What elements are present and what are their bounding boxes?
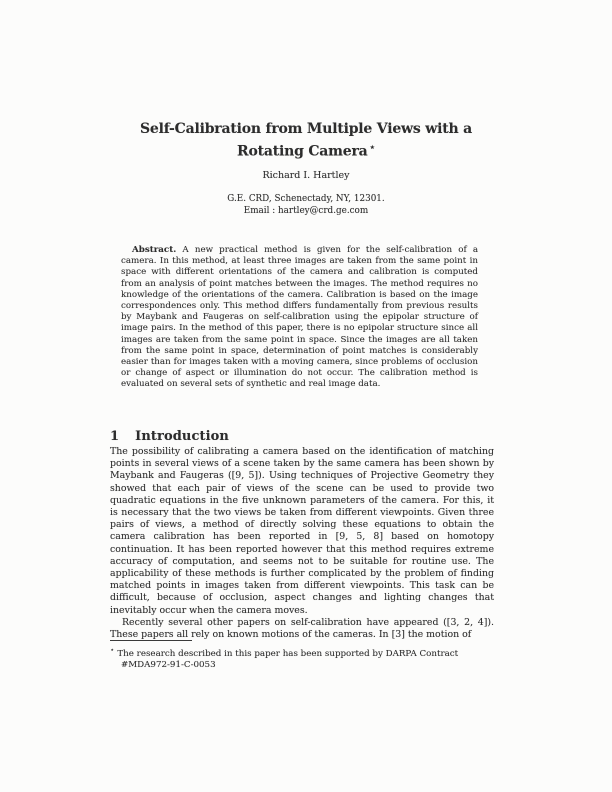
abstract-label: Abstract. bbox=[132, 245, 177, 255]
abstract-text: A new practical method is given for the self-calibration of a camera. In this method, at least three images are taken from the same point in space with different orientations of the camera and calibration is computed from an analysis of point matches between the images. The method requires no knowledge of the orientations of the camera. Calibration is based on the image correspondences only. This method differs fundamentally from previous results by Maybank and Faugeras on self-calibration using the epipolar structure of image pairs. In the method of this paper, there is no epipolar structure since all images are taken from the same point in space. Since the images are all taken from the same point in space, determination of point matches is considerably easier than for images taken with a moving camera, since problems of occlusion or change of aspect or illumination do not occur. The calibration method is evaluated on several sets of synthetic and real image data. bbox=[121, 245, 478, 390]
paper-title-line1: Self-Calibration from Multiple Views with a bbox=[139, 121, 473, 138]
section-title: Introduction bbox=[135, 428, 229, 444]
email-line: Email : hartley@crd.ge.com bbox=[243, 206, 369, 216]
abstract-block bbox=[121, 245, 478, 391]
intro-paragraph-2: Recently several other papers on self-calibration have appeared ([3, 2, 4]). These papers all rely on known motions of the cameras. In [3] the motion of bbox=[110, 616, 494, 641]
author-name: Richard I. Hartley bbox=[262, 170, 350, 181]
intro-paragraph-1: The possibility of calibrating a camera based on the identification of matching points in several views of a scene taken by the same camera has been shown by Maybank and Faugeras ([9, 5]). Using techniques of Projective Geometry they showed that each pair of views of the scene can be used to provide two quadratic equations in the five unknown parameters of the camera. For this, it is necessary that the two views be taken from different viewpoints. Given three pairs of views, a method of directly solving these equations to obtain the camera calibration has been reported in [9, 5, 8] based on homotopy continuation. It has been reported however that this method requires extreme accuracy of computation, and seems not to be suitable for routine use. The applicability of these methods is further complicated by the problem of finding matched points in images taken from different viewpoints. This task can be difficult, because of occlusion, aspect changes and lighting changes that inevitably occur when the camera moves. bbox=[110, 446, 494, 616]
title-star-icon: ⋆ bbox=[369, 143, 375, 154]
footnote-block bbox=[110, 645, 496, 671]
footnote-rule bbox=[110, 640, 192, 641]
section-heading bbox=[110, 429, 229, 444]
section-number: 1 bbox=[110, 428, 120, 444]
paper-title bbox=[0, 120, 612, 162]
paper-title-line2: Rotating Camera bbox=[237, 144, 368, 161]
footnote-line2: #MDA972-91-C-0053 bbox=[121, 660, 216, 671]
footnote-line1 bbox=[110, 645, 496, 660]
footnote-marker-icon: ⋆ bbox=[110, 646, 115, 654]
body-text bbox=[110, 446, 494, 641]
footnote-text: The research described in this paper has been supported by DARPA Contract bbox=[117, 648, 459, 659]
affiliation: G.E. CRD, Schenectady, NY, 12301. bbox=[227, 194, 385, 204]
